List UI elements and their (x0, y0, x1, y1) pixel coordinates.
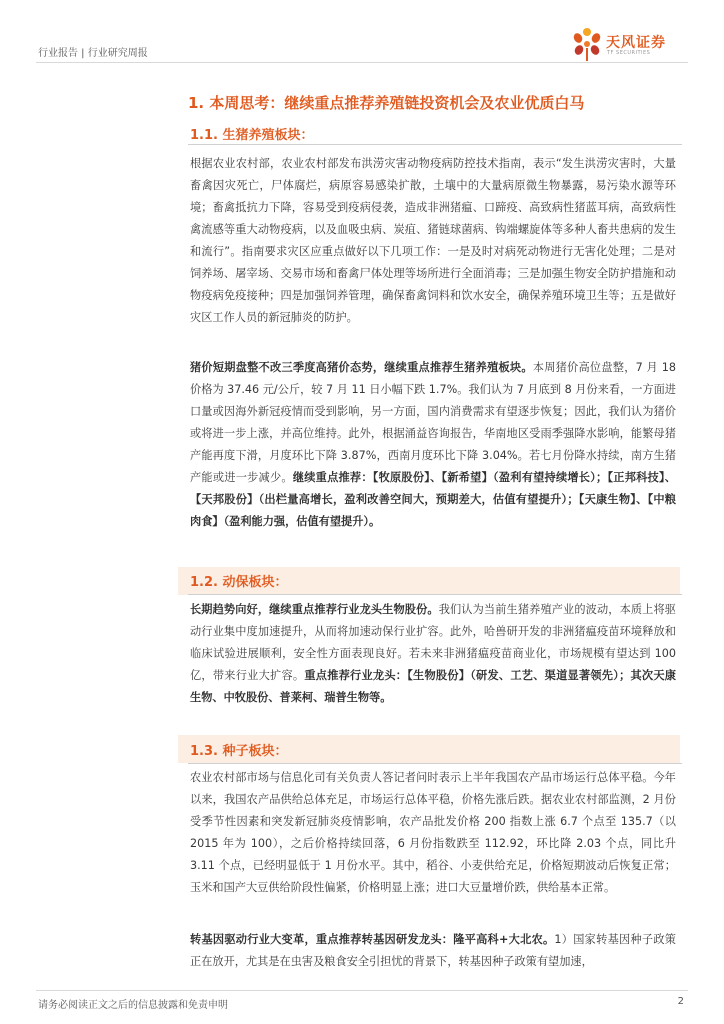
paragraph-body: 1）国家转基因种子政策正在放开，尤其是在虫害及粮食安全引担忧的背景下，转基因种子政策有望加速， (190, 933, 676, 968)
paragraph-lead-bold: 长期趋势向好，继续重点推荐行业龙头生物股份。 (190, 603, 439, 616)
paragraph-flood-guideline: 根据农业农村部，农业农村部发布洪涝灾害动物疫病防控技术指南，表示“发生洪涝灾害时，大量畜禽因灾死亡，尸体腐烂，病原容易感染扩散，土壤中的大量病原微生物暴露，易污染水源等环境；畜禽抵抗力下降，容易受到疫病侵袭，造成非洲猪瘟、口蹄疫、高致病性猪蓝耳病，高致病性禽流感等重大动物疫病，以及血吸虫病、炭疽、猪链球菌病、钩端螺旋体等多种人畜共患病的发生和流行”。指南要求灾区应重点做好以下几项工作：一是及时对病死动物进行无害化处理；二是对饲养场、屠宰场、交易市场和畜禽尸体处理等场所进行全面消毒；三是加强生物安全防护措施和动物疫病免疫接种；四是加强饲养管理，确保畜禽饲料和饮水安全，确保养殖环境卫生等；五是做好灾区工作人员的新冠肺炎的防护。 (190, 157, 676, 324)
report-category: 行业报告 | 行业研究周报 (38, 48, 148, 59)
disclaimer-note: 请务必阅读正文之后的信息披露和免责申明 (38, 1000, 228, 1011)
section-heading-pig: 1.1. 生猪养殖板块： (190, 128, 314, 143)
paragraph-body: 我们认为当前生猪养殖产业的波动，本质上将驱动行业集中度加速提升，从而将加速动保行业扩容。此外，哈兽研开发的非洲猪瘟疫苗环境释放和临床试验进展顺利，安全性方面表现良好。若未来非洲猪瘟疫苗商业化，市场规模有望达到 100 亿，带来行业大扩容。 (190, 603, 676, 682)
paragraph-recommendation-bold: 继续重点推荐：【牧原股份】、【新希望】（盈利有望持续增长）；【正邦科技】、【天邦股份】（出栏量高增长，盈利改善空间大，预期差大，估值有望提升）；【天康生物】、【中粮肉食】（盈利能力强，估值有望提升）。 (190, 471, 676, 528)
paragraph-gmo (190, 929, 676, 973)
header-divider (36, 62, 688, 63)
logo-chinese-name: 天风证券 (606, 35, 666, 51)
paragraph-recommendation-bold: 重点推荐行业龙头：【生物股份】（研发、工艺、渠道显著领先）；其次天康生物、中牧股份、普莱柯、瑞普生物等。 (190, 669, 676, 704)
page-number: 2 (677, 996, 684, 1007)
chapter-title: 1. 本周思考：继续重点推荐养殖链投资机会及农业优质白马 (188, 94, 585, 112)
paragraph-agri-market: 农业农村部市场与信息化司有关负责人答记者问时表示上半年我国农产品市场运行总体平稳。今年以来，我国农产品供给总体充足，市场运行总体平稳，价格先涨后跌。据农业农村部监测，2 月份受季节性因素和突发新冠肺炎疫情影响，农产品批发价格 200 指数上涨 6.7 个点至 135.7（以 2015 年为 100），之后价格持续回落，6 月份指数跌至 112.92，环比降 2.03 个点，同比升 3.11 个点，已经明显低于 1 月份水平。其中，稻谷、小麦供给充足，价格短期波动后恢复正常；玉米和国产大豆供给阶段性偏紧，价格明显上涨；进口大豆量增价跌，供给基本正常。 (190, 771, 676, 894)
paragraph-lead-bold: 转基因驱动行业大变革，重点推荐转基因研发龙头：隆平高科+大北农。 (190, 933, 555, 946)
section-underline (188, 144, 682, 145)
section-heading-seed: 1.3. 种子板块： (190, 744, 288, 759)
section-underline (188, 763, 682, 764)
paragraph-body: 本周猪价高位盘整，7 月 18 价格为 37.46 元/公斤，较 7 月 11 日小幅下跌 1.7%。我们认为 7 月底到 8 月份来看，一方面进口量或因海外新冠疫情而受到影响，另一方面，国内消费需求有望逐步恢复；因此，我们认为猪价或将进一步上涨，并高位维持。此外，根据涌益咨询报告，华南地区受雨季强降水影响，能繁母猪产能再度下滑，月度环比下降 3.87%，西南月度环比下降 3.04%。若七月份降水持续，南方生猪产能或进一步减少。 (190, 361, 676, 484)
section-underline (188, 594, 682, 595)
paragraph-lead-bold: 猪价短期盘整不改三季度高猪价态势，继续重点推荐生猪养殖板块。 (190, 361, 533, 374)
tf-securities-logo (570, 26, 700, 62)
footer-divider (36, 990, 688, 991)
flower-logo-icon (570, 26, 604, 62)
section-heading-animal-health: 1.2. 动保板块： (190, 575, 288, 590)
paragraph-animal-health (190, 599, 676, 709)
paragraph-pig-price (190, 357, 676, 533)
logo-english-name: TF SECURITIES (607, 50, 651, 56)
